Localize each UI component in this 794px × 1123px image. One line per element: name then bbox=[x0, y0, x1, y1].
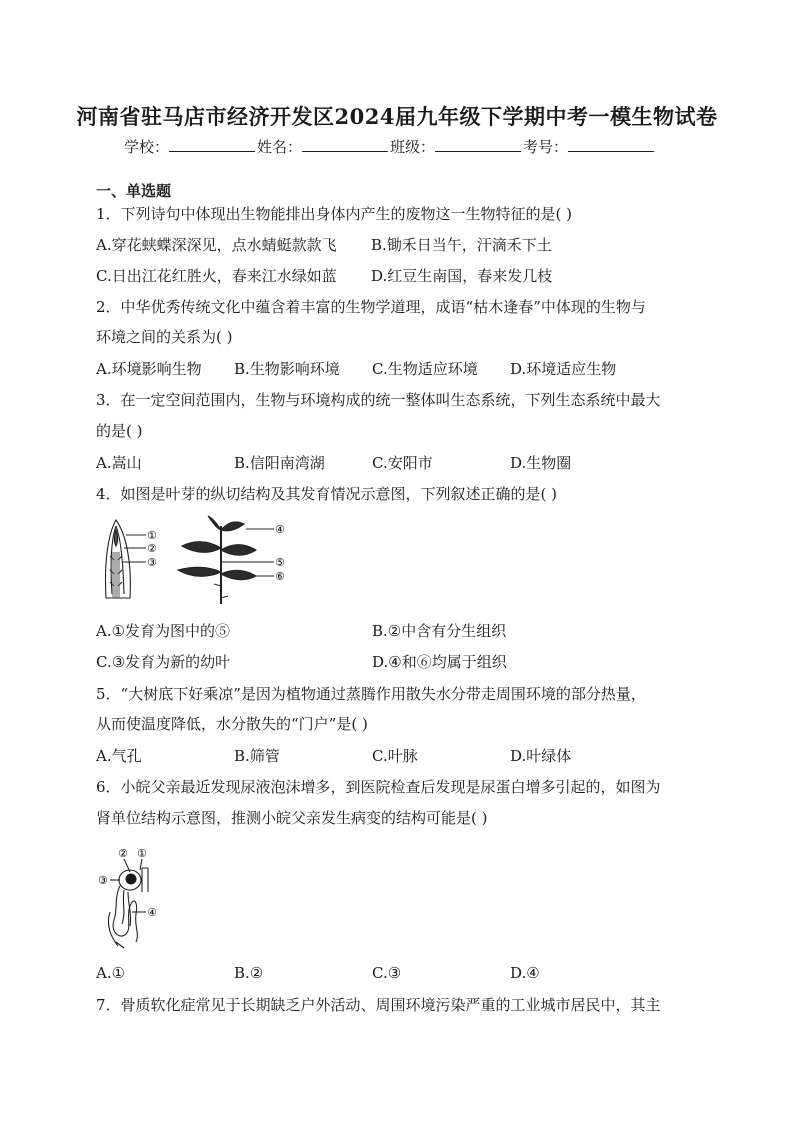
q5-option-c: C.叶脉 bbox=[372, 747, 418, 765]
section-heading: 一、单选题 bbox=[96, 182, 172, 200]
q5-option-b: B.筛管 bbox=[234, 747, 280, 765]
q6-stem-line2: 肾单位结构示意图，推测小皖父亲发生病变的结构可能是( ) bbox=[96, 809, 488, 827]
q1-option-d: D.红豆生南国，春来发几枝 bbox=[371, 267, 553, 285]
number-blank[interactable] bbox=[568, 137, 654, 152]
q6-label-2: ② bbox=[118, 847, 128, 860]
q4-label-5: ⑤ bbox=[275, 556, 285, 569]
q1-stem: 1．下列诗句中体现出生物能排出身体内产生的废物这一生物特征的是( ) bbox=[96, 205, 573, 223]
q4-label-4: ④ bbox=[275, 523, 285, 536]
q2-stem-line1: 2．中华优秀传统文化中蕴含着丰富的生物学道理，成语“枯木逢春”中体现的生物与 bbox=[96, 298, 646, 316]
q4-label-2: ② bbox=[147, 542, 157, 555]
q5-stem-line1: 5．“大树底下好乘凉”是因为植物通过蒸腾作用散失水分带走周围环境的部分热量， bbox=[96, 685, 646, 703]
q4-label-3: ③ bbox=[147, 556, 157, 569]
q7-stem-line1: 7．骨质软化症常见于长期缺乏户外活动、周围环境污染严重的工业城市居民中，其主 bbox=[96, 996, 661, 1014]
q1-option-c: C.日出江花红胜火，春来江水绿如蓝 bbox=[96, 267, 337, 285]
school-label: 学校： bbox=[124, 138, 170, 156]
q6-option-c: C.③ bbox=[372, 964, 402, 982]
q6-option-d: D.④ bbox=[510, 964, 540, 982]
q5-stem-line2: 从而使温度降低，水分散失的“门户”是( ) bbox=[96, 715, 368, 733]
q4-label-6: ⑥ bbox=[275, 570, 285, 583]
branch-drawing bbox=[178, 516, 256, 604]
q6-option-b: B.② bbox=[234, 964, 264, 982]
q5-option-d: D.叶绿体 bbox=[510, 747, 572, 765]
student-info-line bbox=[124, 136, 656, 157]
q3-stem-line2: 的是( ) bbox=[96, 422, 143, 440]
q6-stem-line1: 6．小皖父亲最近发现尿液泡沫增多，到医院检查后发现是尿蛋白增多引起的，如图为 bbox=[96, 778, 661, 796]
q4-option-c: C.③发育为新的幼叶 bbox=[96, 653, 231, 671]
class-label: 班级： bbox=[390, 138, 436, 156]
bud-section bbox=[105, 520, 130, 598]
name-blank[interactable] bbox=[302, 137, 388, 152]
nephron-structure bbox=[108, 859, 148, 948]
q3-option-c: C.安阳市 bbox=[372, 454, 433, 472]
q2-stem-line2: 环境之间的关系为( ) bbox=[96, 328, 233, 346]
leaf-bud-diagram bbox=[96, 512, 301, 610]
q2-option-b: B.生物影响环境 bbox=[234, 360, 340, 378]
q3-option-a: A.嵩山 bbox=[96, 454, 142, 472]
nephron-diagram bbox=[96, 842, 176, 952]
q3-option-b: B.信阳南湾湖 bbox=[234, 454, 325, 472]
q6-label-1: ① bbox=[137, 847, 147, 860]
q2-option-d: D.环境适应生物 bbox=[510, 360, 617, 378]
exam-title: 河南省驻马店市经济开发区2024届九年级下学期中考一模生物试卷 bbox=[76, 104, 718, 129]
q2-option-a: A.环境影响生物 bbox=[96, 360, 202, 378]
school-blank[interactable] bbox=[169, 137, 255, 152]
class-blank[interactable] bbox=[435, 137, 521, 152]
name-label: 姓名： bbox=[257, 138, 303, 156]
q4-option-b: B.②中含有分生组织 bbox=[372, 622, 507, 640]
q3-option-d: D.生物圈 bbox=[510, 454, 572, 472]
q5-option-a: A.气孔 bbox=[96, 747, 142, 765]
q4-option-d: D.④和⑥均属于组织 bbox=[372, 653, 507, 671]
q6-option-a: A.① bbox=[96, 964, 126, 982]
q4-option-a: A.①发育为图中的⑤ bbox=[96, 622, 231, 640]
q6-label-4: ④ bbox=[147, 906, 157, 919]
q4-label-1: ① bbox=[147, 529, 157, 542]
q2-option-c: C.生物适应环境 bbox=[372, 360, 478, 378]
q6-label-3: ③ bbox=[98, 874, 108, 887]
number-label: 考号： bbox=[523, 138, 569, 156]
q1-option-b: B.锄禾日当午，汗滴禾下土 bbox=[371, 236, 552, 254]
q3-stem-line1: 3．在一定空间范围内，生物与环境构成的统一整体叫生态系统，下列生态系统中最大 bbox=[96, 391, 661, 409]
q1-option-a: A.穿花蛱蝶深深见，点水蜻蜓款款飞 bbox=[96, 236, 337, 254]
q4-stem: 4．如图是叶芽的纵切结构及其发育情况示意图，下列叙述正确的是( ) bbox=[96, 485, 558, 503]
